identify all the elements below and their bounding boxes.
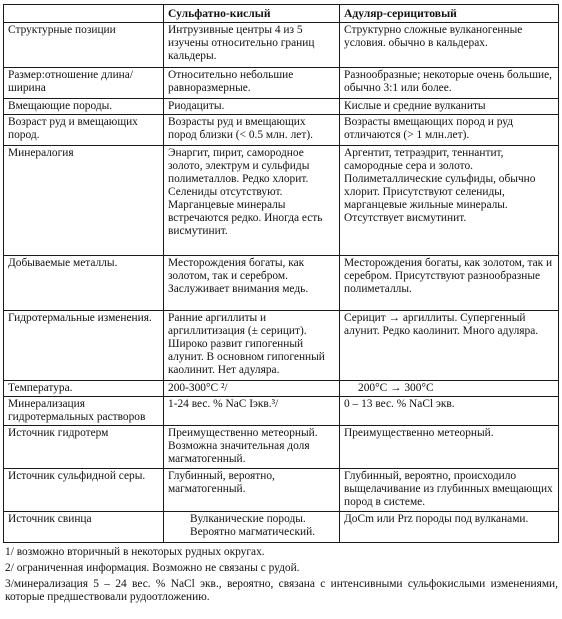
comparison-table bbox=[3, 4, 559, 543]
table-header-row bbox=[4, 5, 559, 23]
document-page bbox=[3, 4, 558, 607]
sulfate-cell: Глубинный, вероятно, магматогенный. bbox=[164, 469, 340, 512]
adularia-cell: ДоCm или Prz породы под вулканами. bbox=[340, 512, 559, 543]
table-row bbox=[4, 23, 559, 68]
adularia-cell: Месторождения богаты, как золотом, так и серебром. Присутствуют разнообразные полиметаллы. bbox=[340, 256, 559, 311]
sulfate-cell: Интрузивные центры 4 из 5 изучены относительно границ кальдеры. bbox=[164, 23, 340, 68]
adularia-cell: Аргентит, тетраэдрит, теннантит, самородные сера и золото. Полиметаллические сульфиды, обычно хлорит. Присутствуют селениды, марганцевые жильные минералы. Отсутствует висмутинит. bbox=[340, 146, 559, 256]
table-row bbox=[4, 115, 559, 146]
row-label: Минерализация гидротермальных растворов bbox=[4, 397, 164, 426]
table-row bbox=[4, 426, 559, 469]
sulfate-cell: Вулканические породы. Вероятно магматический. bbox=[164, 512, 340, 543]
sulfate-cell: Месторождения богаты, как золотом, так и серебром. Заслуживает внимания медь. bbox=[164, 256, 340, 311]
sulfate-cell: Преимущественно метеорный. Возможна значительная доля магматогенный. bbox=[164, 426, 340, 469]
sulfate-cell: 1-24 вес. % NaC Iэкв.³/ bbox=[164, 397, 340, 426]
row-label: Источник гидротерм bbox=[4, 426, 164, 469]
row-label: Гидротермальные изменения. bbox=[4, 311, 164, 381]
sulfate-cell: Энаргит, пирит, самородное золото, электрум и сульфиды полиметаллов. Редко хлорит. Селениды отсутствуют. Марганцевые минералы встречаются редко. Иногда есть висмутинит. bbox=[164, 146, 340, 256]
row-label: Добываемые металлы. bbox=[4, 256, 164, 311]
footnote-2: 2/ ограниченная информация. Возможно не связаны с рудой. bbox=[5, 562, 300, 574]
table-row bbox=[4, 311, 559, 381]
header-adularia-sericite: Адуляр-серицитовый bbox=[340, 5, 559, 23]
table-row bbox=[4, 469, 559, 512]
sulfate-cell: Ранние аргиллиты и аргиллитизация (± серицит). Широко развит гипогенный алунит. В основном гипогенный каолинит. Нет адуляра. bbox=[164, 311, 340, 381]
footnote-1: 1/ возможно вторичный в некоторых рудных округах. bbox=[5, 546, 265, 558]
footnote-3: 3/минерализация 5 – 24 вес. % NaCl экв., вероятно, связана с интенсивными сульфокислыми изменениями, которые предшествовали рудоотложению. bbox=[5, 578, 558, 603]
row-label: Источник свинца bbox=[4, 512, 164, 543]
row-label: Источник сульфидной серы. bbox=[4, 469, 164, 512]
adularia-cell: 0 – 13 вес. % NaCl экв. bbox=[340, 397, 559, 426]
row-label: Вмещающие породы. bbox=[4, 99, 164, 115]
adularia-cell: Разнообразные; некоторые очень большие, обычно 3:1 или более. bbox=[340, 68, 559, 99]
sulfate-cell: 200-300°C ²/ bbox=[164, 381, 340, 397]
adularia-cell: Серицит → аргиллиты. Супергенный алунит. Редко каолинит. Много адуляра. bbox=[340, 311, 559, 381]
table-row bbox=[4, 146, 559, 256]
footnotes bbox=[3, 546, 558, 604]
adularia-cell: Преимущественно метеорный. bbox=[340, 426, 559, 469]
table-row bbox=[4, 68, 559, 99]
table-row bbox=[4, 397, 559, 426]
row-label: Температура. bbox=[4, 381, 164, 397]
row-label: Возраст руд и вмещающих пород. bbox=[4, 115, 164, 146]
sulfate-cell: Риодациты. bbox=[164, 99, 340, 115]
header-corner-cell bbox=[4, 5, 164, 23]
row-label: Минералогия bbox=[4, 146, 164, 256]
table-row bbox=[4, 99, 559, 115]
table-row bbox=[4, 512, 559, 543]
adularia-cell: Глубинный, вероятно, происходило выщелачивание из глубинных вмещающих пород в системе. bbox=[340, 469, 559, 512]
adularia-cell: Кислые и средние вулканиты bbox=[340, 99, 559, 115]
row-label: Структурные позиции bbox=[4, 23, 164, 68]
row-label: Размер:отношение длина/ширина bbox=[4, 68, 164, 99]
table-row bbox=[4, 381, 559, 397]
adularia-cell: 200°C → 300°C bbox=[340, 381, 559, 397]
table-row bbox=[4, 256, 559, 311]
header-sulfate-acid: Сульфатно-кислый bbox=[164, 5, 340, 23]
sulfate-cell: Возрасты руд и вмещающих пород близки (< 0.5 млн. лет). bbox=[164, 115, 340, 146]
adularia-cell: Структурно сложные вулканогенные условия. обычно в кальдерах. bbox=[340, 23, 559, 68]
adularia-cell: Возрасты вмещающих пород и руд отличаются (> 1 млн.лет). bbox=[340, 115, 559, 146]
sulfate-cell: Относительно небольшие равноразмерные. bbox=[164, 68, 340, 99]
